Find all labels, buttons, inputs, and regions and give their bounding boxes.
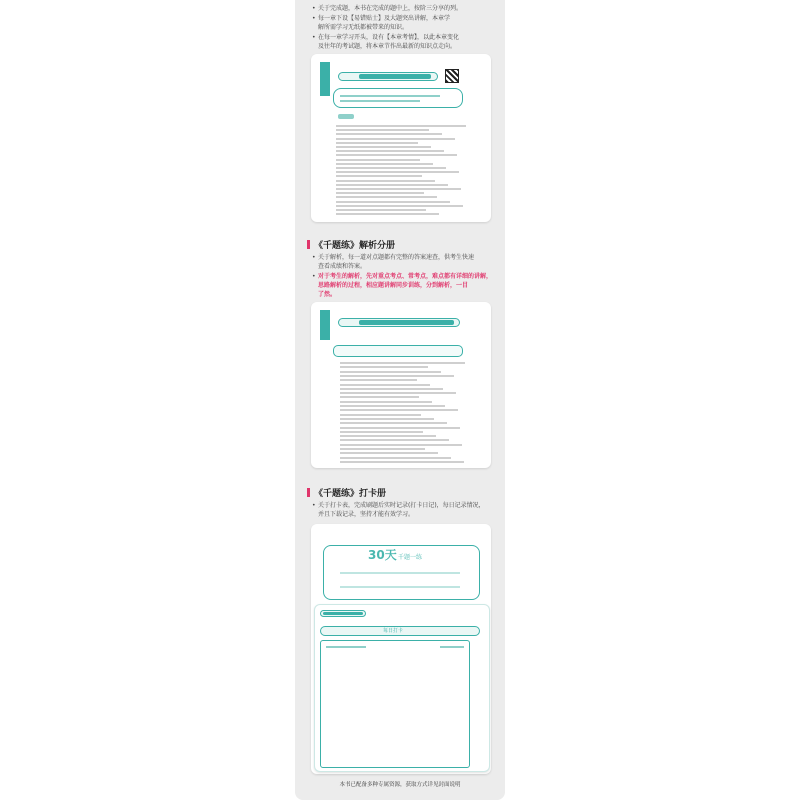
chapter-banner xyxy=(338,72,438,81)
text-line xyxy=(340,461,464,463)
text-line xyxy=(336,209,426,211)
text-line xyxy=(336,154,457,156)
text-line xyxy=(340,375,454,377)
text-line xyxy=(340,418,434,420)
text-line xyxy=(340,439,449,441)
tips-text xyxy=(340,95,440,97)
text-line xyxy=(340,427,460,429)
chapter-tag xyxy=(320,310,330,340)
section2-bullet-1b: 查看成绩和答案。 xyxy=(318,263,367,270)
text-line xyxy=(340,371,441,373)
section3-bullet-1b: 并且下载记录，坚持才能有效学习。 xyxy=(318,511,415,518)
text-line xyxy=(340,457,451,459)
text-line xyxy=(340,435,436,437)
section-marker xyxy=(307,240,310,249)
text-line xyxy=(336,184,448,186)
section-title-answers: 《千题练》解析分册 xyxy=(307,238,395,251)
text-line xyxy=(336,138,455,140)
text-line xyxy=(336,133,442,135)
text-line xyxy=(340,409,458,411)
section2-bullet-1: • 关于解析，每一道对点题都有完整的答案速查，供考生快速 xyxy=(312,254,475,261)
answer-quick-box xyxy=(333,345,463,357)
intro-bullet-2: • 每一章下设【易错贴士】及大题突出讲解，本章学 xyxy=(312,15,451,22)
cover-field xyxy=(340,586,460,588)
text-line xyxy=(336,146,431,148)
text-line xyxy=(340,362,465,364)
text-line xyxy=(340,414,421,416)
checkin-table xyxy=(320,640,470,768)
intro-bullet-2b: 解所需学习无纸都被带来的知识。 xyxy=(318,24,409,31)
text-line xyxy=(340,366,428,368)
text-line xyxy=(336,201,450,203)
text-line xyxy=(336,188,461,190)
intro-bullet-3: • 在每一章学习开头，设有【本章考情】，以此本章变化 xyxy=(312,34,460,41)
section-marker xyxy=(307,488,310,497)
text-line xyxy=(340,444,462,446)
section2-bullet-2: • 对于考生的解析，先对重点考点、常考点，难点都有详细的讲解， xyxy=(312,273,493,280)
text-line xyxy=(336,129,429,131)
chapter-tag xyxy=(320,62,330,96)
intro-bullet-3b: 及往年的考试题，将本章节作出最新的知识点走向。 xyxy=(318,43,457,50)
text-line xyxy=(336,180,435,182)
qr-code-icon xyxy=(445,69,459,83)
intro-bullet-1: • 关于完成题，本书在完成的题中上，按阶三分享的列。 xyxy=(312,5,463,12)
checkin-row-label xyxy=(326,646,366,648)
text-line xyxy=(336,142,418,144)
chapter-banner xyxy=(338,318,460,327)
text-line xyxy=(336,125,466,127)
text-line xyxy=(336,192,424,194)
checkin-row-label xyxy=(440,646,464,648)
text-line xyxy=(340,384,430,386)
inner-page-tag xyxy=(320,610,366,617)
text-line xyxy=(336,213,439,215)
text-line xyxy=(340,392,456,394)
text-line xyxy=(336,150,444,152)
text-line xyxy=(340,396,419,398)
text-line xyxy=(340,401,432,403)
text-line xyxy=(336,159,420,161)
text-line xyxy=(336,175,422,177)
text-line xyxy=(336,167,446,169)
text-line xyxy=(336,205,463,207)
text-line xyxy=(336,163,433,165)
text-line xyxy=(336,196,437,198)
checkin-header-label: 每日打卡 xyxy=(383,628,404,634)
text-line xyxy=(340,431,423,433)
footer-note: 本书已配备多种专属资源，获取方式详见封面说明 xyxy=(339,782,461,788)
section2-bullet-2c: 了然。 xyxy=(318,291,337,298)
section-title-checkin: 《千题练》打卡册 xyxy=(307,486,386,499)
cover-field xyxy=(340,572,460,574)
thirty-day-title: 30天 xyxy=(368,548,397,562)
tips-text xyxy=(340,100,420,102)
text-line xyxy=(340,422,447,424)
tips-box xyxy=(333,88,463,108)
text-line xyxy=(340,405,445,407)
text-line xyxy=(340,452,438,454)
section3-bullet-1: • 关于打卡表，完成刷题后实时记录(打卡日记)，每日记录情况， xyxy=(312,502,485,509)
thirty-day-subtitle: 千题一练 xyxy=(398,554,423,561)
text-line xyxy=(336,171,459,173)
subsection-tag xyxy=(338,114,354,119)
text-line xyxy=(340,388,443,390)
text-line xyxy=(340,448,425,450)
text-line xyxy=(340,379,417,381)
section2-bullet-2b: 思路解析的过程，相应题讲解同步训练，分到解析，一目 xyxy=(318,282,469,289)
